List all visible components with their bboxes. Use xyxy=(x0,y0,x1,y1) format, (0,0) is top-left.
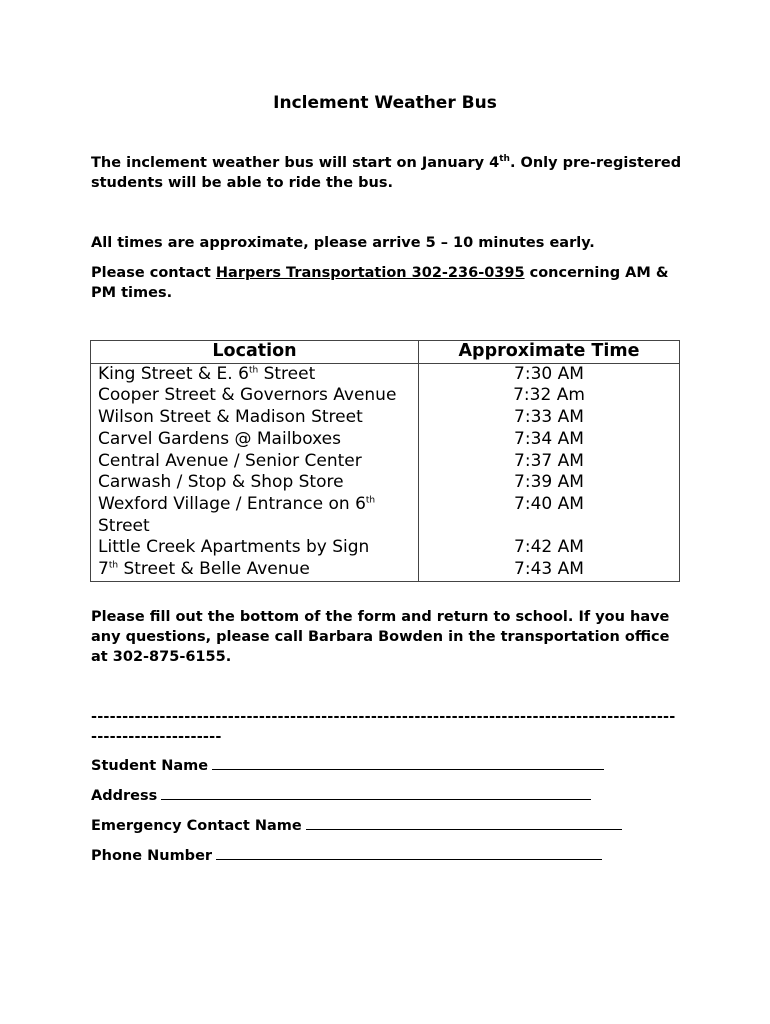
schedule-row xyxy=(91,363,680,385)
location-text: King Street & E. 6 xyxy=(98,363,249,384)
location-text: Wexford Village / Entrance on 6 xyxy=(98,493,366,514)
location-text-end: Street & Belle Avenue xyxy=(118,559,310,580)
location-superscript: th xyxy=(248,365,259,376)
schedule-row xyxy=(91,385,680,407)
location-text: Central Avenue / Senior Center xyxy=(98,450,362,471)
location-cell xyxy=(91,363,419,385)
location-cell xyxy=(91,494,419,537)
times-note: All times are approximate, please arrive 5 – 10 minutes early. xyxy=(91,235,595,251)
emergency-contact-field xyxy=(91,815,622,836)
contact-suffix: concerning AM & PM times. xyxy=(91,265,669,301)
emergency-contact-blank[interactable] xyxy=(306,815,622,830)
location-text: Carwash / Stop & Shop Store xyxy=(98,472,344,493)
return-note: Please fill out the bottom of the form and return to school. If you have any questions, please call Barbara Bowden in the transportation office at 302-875-6155. xyxy=(91,609,670,665)
intro-superscript: th xyxy=(499,154,510,165)
intro-text-start: The inclement weather bus will start on January 4 xyxy=(91,155,500,171)
intro-paragraph xyxy=(91,153,691,193)
schedule-row xyxy=(91,494,680,537)
location-superscript: th xyxy=(365,495,376,506)
location-cell xyxy=(91,385,419,407)
location-text-end: Street xyxy=(98,515,150,536)
cut-line: ------------------------------------------------------------------------------------------------------------------- xyxy=(91,709,676,745)
schedule-row xyxy=(91,407,680,429)
time-cell: 7:43 AM xyxy=(419,559,680,581)
emergency-contact-label: Emergency Contact Name xyxy=(91,818,302,834)
schedule-table xyxy=(90,340,680,582)
time-cell: 7:42 AM xyxy=(419,537,680,559)
location-header: Location xyxy=(91,341,419,364)
location-cell xyxy=(91,472,419,494)
time-cell: 7:39 AM xyxy=(419,472,680,494)
time-cell: 7:30 AM xyxy=(419,363,680,385)
contact-paragraph xyxy=(91,263,691,303)
schedule-body xyxy=(91,363,680,581)
location-cell xyxy=(91,451,419,473)
student-name-label: Student Name xyxy=(91,758,209,774)
student-name-field xyxy=(91,755,604,776)
schedule-row xyxy=(91,429,680,451)
time-cell: 7:40 AM xyxy=(419,494,680,537)
location-text: 7 xyxy=(98,559,109,580)
phone-number-blank[interactable] xyxy=(216,845,602,860)
address-field xyxy=(91,785,591,806)
time-cell: 7:32 Am xyxy=(419,385,680,407)
page-title: Inclement Weather Bus xyxy=(273,93,497,113)
address-label: Address xyxy=(91,788,158,804)
time-cell: 7:37 AM xyxy=(419,451,680,473)
schedule-row xyxy=(91,451,680,473)
contact-link[interactable]: Harpers Transportation 302-236-0395 xyxy=(215,265,525,281)
student-name-blank[interactable] xyxy=(212,755,604,770)
intro-text-end: . Only pre-registered students will be able to ride the bus. xyxy=(91,155,682,191)
location-superscript: th xyxy=(108,560,119,571)
location-text: Little Creek Apartments by Sign xyxy=(98,537,370,558)
location-text: Carvel Gardens @ Mailboxes xyxy=(98,428,341,449)
time-cell: 7:33 AM xyxy=(419,407,680,429)
phone-number-field xyxy=(91,845,602,866)
location-cell xyxy=(91,429,419,451)
location-cell xyxy=(91,537,419,559)
location-text: Cooper Street & Governors Avenue xyxy=(98,385,397,406)
location-cell xyxy=(91,559,419,581)
schedule-header-row xyxy=(91,341,680,364)
schedule-row xyxy=(91,537,680,559)
time-cell: 7:34 AM xyxy=(419,429,680,451)
schedule-row xyxy=(91,559,680,581)
location-cell xyxy=(91,407,419,429)
schedule-row xyxy=(91,472,680,494)
phone-number-label: Phone Number xyxy=(91,848,213,864)
location-text-end: Street xyxy=(258,363,316,384)
location-text: Wilson Street & Madison Street xyxy=(98,407,363,428)
address-blank[interactable] xyxy=(161,785,591,800)
time-header: Approximate Time xyxy=(419,341,680,364)
contact-prefix: Please contact xyxy=(91,265,216,281)
